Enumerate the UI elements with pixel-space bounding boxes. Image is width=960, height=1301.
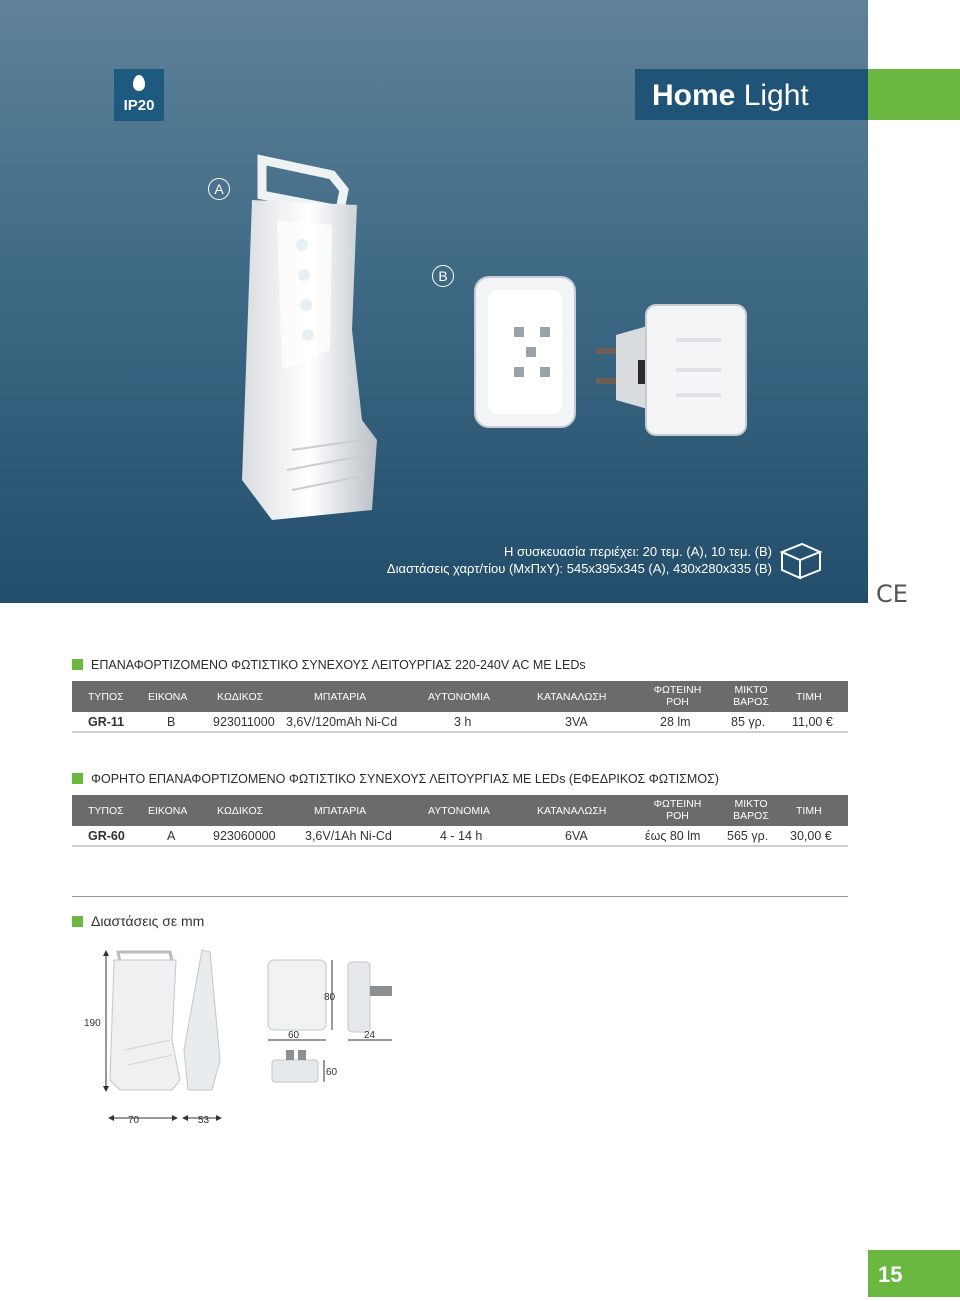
col-code: ΚΩΔΙΚΟΣ bbox=[217, 805, 264, 817]
col-lumen bbox=[650, 684, 705, 708]
title-bold: Home bbox=[652, 79, 736, 112]
title-accent-bar bbox=[868, 69, 960, 120]
green-square-icon bbox=[72, 659, 83, 670]
section2-table bbox=[72, 795, 848, 847]
col-lumen bbox=[650, 798, 705, 822]
col-price: ΤΙΜΗ bbox=[796, 691, 822, 703]
col-weight-line2: ΒΑΡΟΣ bbox=[733, 810, 769, 822]
col-weight-line1: ΜΙΚΤΟ bbox=[734, 798, 768, 810]
col-consumption: ΚΑΤΑΝΑΛΩΣΗ bbox=[537, 805, 607, 817]
col-type: ΤΥΠΟΣ bbox=[88, 691, 124, 703]
section1-heading-text: ΕΠΑΝΑΦΟΡΤΙΖΟΜΕΝΟ ΦΩΤΙΣΤΙΚΟ ΣΥΝΕΧΟΥΣ ΛΕΙΤΟΥΡΓΙΑΣ 220-240V AC ΜΕ LEDs bbox=[91, 658, 586, 672]
section2-heading bbox=[72, 772, 719, 786]
product-marker-a: A bbox=[208, 178, 230, 200]
water-drop-icon bbox=[133, 75, 145, 91]
table-header bbox=[72, 795, 848, 826]
dim-b-bottom: 60 bbox=[326, 1067, 338, 1078]
dim-b-width: 60 bbox=[288, 1030, 300, 1041]
cell-weight: 85 γρ. bbox=[731, 715, 766, 729]
dimensions-heading bbox=[72, 913, 204, 929]
ip-rating-badge bbox=[114, 69, 164, 121]
section-divider bbox=[72, 896, 848, 897]
page-number: 15 bbox=[868, 1250, 960, 1297]
col-weight-line1: ΜΙΚΤΟ bbox=[734, 684, 768, 696]
cell-code: 923011000 bbox=[213, 715, 275, 729]
dim-a-height: 190 bbox=[84, 1018, 101, 1029]
col-weight bbox=[728, 684, 774, 708]
green-square-icon bbox=[72, 773, 83, 784]
table-header bbox=[72, 681, 848, 712]
col-code: ΚΩΔΙΚΟΣ bbox=[217, 691, 264, 703]
product-b-side-image bbox=[596, 300, 751, 440]
product-marker-b: B bbox=[432, 265, 454, 287]
packing-info bbox=[387, 543, 772, 577]
title-light: Light bbox=[743, 79, 809, 112]
col-weight bbox=[728, 798, 774, 822]
table-row bbox=[72, 712, 848, 733]
ip-rating-label: IP20 bbox=[123, 97, 155, 114]
col-lumen-line2: ΡΟΗ bbox=[666, 810, 689, 822]
col-battery: ΜΠΑΤΑΡΙΑ bbox=[314, 691, 367, 703]
dim-b-height: 80 bbox=[324, 992, 336, 1003]
green-square-icon bbox=[72, 916, 83, 927]
cell-lumen: έως 80 lm bbox=[645, 829, 701, 843]
cell-weight: 565 γρ. bbox=[727, 829, 769, 843]
cell-price: 30,00 € bbox=[790, 829, 832, 843]
cell-autonomy: 3 h bbox=[454, 715, 472, 729]
dim-b-depth: 24 bbox=[364, 1030, 376, 1041]
cell-price: 11,00 € bbox=[792, 715, 833, 729]
col-consumption: ΚΑΤΑΝΑΛΩΣΗ bbox=[537, 691, 607, 703]
packing-line-2: Διαστάσεις χαρτ/τίου (ΜxΠxΥ): 545x395x345 (A), 430x280x335 (B) bbox=[386, 561, 772, 576]
cell-autonomy: 4 - 14 h bbox=[440, 829, 483, 843]
col-type: ΤΥΠΟΣ bbox=[88, 805, 124, 817]
dim-a-depth: 53 bbox=[198, 1115, 210, 1126]
cell-battery: 3,6V/1Ah Ni-Cd bbox=[305, 829, 392, 843]
col-lumen-line1: ΦΩΤΕΙΝΗ bbox=[653, 684, 702, 696]
carton-box-icon bbox=[778, 540, 824, 582]
section1-heading bbox=[72, 658, 586, 672]
col-weight-line2: ΒΑΡΟΣ bbox=[733, 696, 769, 708]
cell-type: GR-60 bbox=[88, 829, 125, 843]
dimension-drawing bbox=[80, 940, 420, 1135]
product-b-front-image bbox=[470, 272, 585, 437]
section1-table bbox=[72, 681, 848, 733]
dimensions-heading-text: Διαστάσεις σε mm bbox=[91, 913, 205, 929]
col-image: ΕΙΚΟΝΑ bbox=[148, 805, 188, 817]
col-image: ΕΙΚΟΝΑ bbox=[148, 691, 188, 703]
cell-image: B bbox=[167, 715, 176, 729]
cell-lumen: 28 lm bbox=[660, 715, 691, 729]
cell-image: A bbox=[167, 829, 176, 843]
table-row bbox=[72, 826, 848, 847]
col-battery: ΜΠΑΤΑΡΙΑ bbox=[314, 805, 367, 817]
ce-mark: CE bbox=[876, 580, 908, 608]
col-lumen-line2: ΡΟΗ bbox=[666, 696, 689, 708]
cell-type: GR-11 bbox=[88, 715, 125, 729]
packing-line-1: Η συσκευασία περιέχει: 20 τεμ. (A), 10 τεμ. (B) bbox=[503, 544, 772, 559]
col-lumen-line1: ΦΩΤΕΙΝΗ bbox=[653, 798, 702, 810]
col-autonomy: ΑΥΤΟΝΟΜΙΑ bbox=[428, 691, 491, 703]
cell-consumption: 3VA bbox=[565, 715, 588, 729]
col-autonomy: ΑΥΤΟΝΟΜΙΑ bbox=[428, 805, 491, 817]
cell-code: 923060000 bbox=[213, 829, 276, 843]
cell-battery: 3,6V/120mAh Ni-Cd bbox=[286, 715, 398, 729]
product-a-image bbox=[232, 150, 392, 525]
hero-banner bbox=[0, 0, 868, 603]
dim-a-width: 70 bbox=[128, 1115, 140, 1126]
product-title bbox=[635, 69, 868, 120]
section2-heading-text: ΦΟΡΗΤΟ ΕΠΑΝΑΦΟΡΤΙΖΟΜΕΝΟ ΦΩΤΙΣΤΙΚΟ ΣΥΝΕΧΟΥΣ ΛΕΙΤΟΥΡΓΙΑΣ ΜΕ LEDs (ΕΦΕΔΡΙΚΟΣ ΦΩΤΙΣΜΟΣ) bbox=[91, 772, 719, 786]
cell-consumption: 6VA bbox=[565, 829, 588, 843]
col-price: ΤΙΜΗ bbox=[796, 805, 822, 817]
